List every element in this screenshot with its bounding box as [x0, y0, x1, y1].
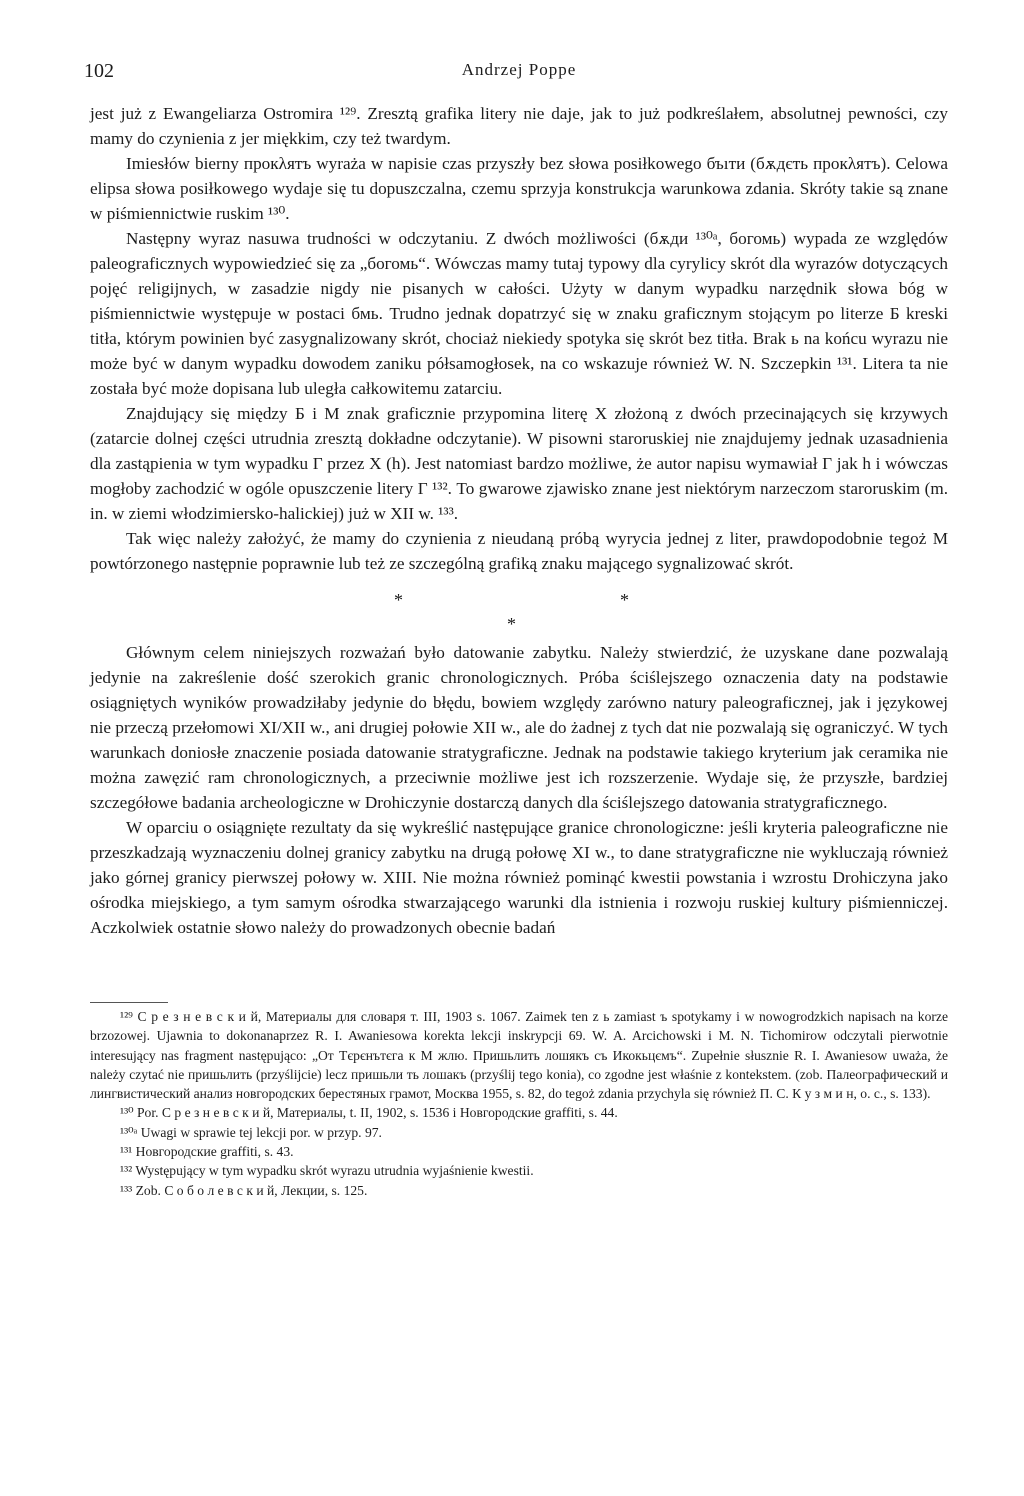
section-separator	[90, 576, 948, 640]
paragraph-7: W oparciu o osiągnięte rezultaty da się wykreślić następujące granice chronologiczne: jeśli kryteria paleograficzne nie przeszkadzają wyznaczeniu dolnej granicy zabytku na drugą połowę XI w., to dane stratygraficzne nie wykluczają również jako górnej granicy pierwszej połowy w. XIII. Nie można również pominąć kwestii powstania i wzrostu Drohiczyna jako ośrodka miejskiego, a tym samym ośrodka stwarzającego warunki dla istnienia i rozwoju ruskiej kultury piśmienniczej. Aczkolwiek ostatnie słowo należy do prowadzonych obecnie badań	[90, 818, 948, 937]
paragraph-6: Głównym celem niniejszych rozważań było datowanie zabytku. Należy stwierdzić, że uzyskane dane pozwalają jedynie na zakreślenie dość szerokich granic chronologicznych. Próba ściślejszego oznaczenia daty na podstawie osiągniętych wyników prowadziłaby jedynie do błędu, bowiem względy zarówno natury paleograficznej, jak i językowej nie przeczą przełomowi XI/XII w., ani drugiej połowie XII w., ale do żadnej z tych dat nie pozwalają się ograniczyć. W tych warunkach doniosłe znaczenie posiada datowanie stratygraficzne. Jednak na podstawie takiego kryterium jak ceramika nie można zawęzić ram chronologicznych, a przeciwnie możliwe jest ich rozszerzenie. Wydaje się, że przyszłe, bardziej szczegółowe badania archeologiczne w Drohiczynie dostarczą danych dla ściślejszego datowania stratygraficznego.	[90, 643, 948, 812]
footnote-130a: ¹³⁰ᵃ Uwagi w sprawie tej lekcji por. w przyp. 97.	[120, 1124, 382, 1140]
footnote-133: ¹³³ Zob. С о б о л е в с к и й, Лекции, s. 125.	[120, 1182, 368, 1198]
document-page	[84, 0, 948, 1496]
paragraph-5: Tak więc należy założyć, że mamy do czynienia z nieudaną próbą wyrycia jednej z liter, prawdopodobnie tegoż М powtórzonego następnie poprawnie lub też ze szczególną grafiką znaku mającego sygnalizować skrót.	[90, 529, 948, 573]
asterisk-left: *	[394, 590, 403, 610]
footnote-132: ¹³² Występujący w tym wypadku skrót wyrazu utrudnia wyjaśnienie kwestii.	[120, 1163, 534, 1179]
asterisk-bottom: *	[507, 614, 516, 634]
footnote-130: ¹³⁰ Por. С р е з н е в с к и й, Материалы, t. II, 1902, s. 1536 i Новгородские graffiti, s. 44.	[120, 1105, 618, 1121]
footnote-129: ¹²⁹ С р е з н е в с к и й, Материалы для словаря т. III, 1903 s. 1067. Zaimek ten z ь zamiast ъ spotykamy i w nowogrodzkich napisach na korze brzozowej. Ujawnia to dokonanaprzez R. I. Awaniesowa korekta lekcji inskrypcji 69. W. A. Arcichowski i M. N. Tichomirow odczytali pierwotnie interesujący nas fragment następująco: „От Тєрєнътєга к М жлю. Пришьлить лошякъ съ Икокьцємъ“. Zupełnie słusznie R. I. Awaniesow uważa, że należy czytać nie пришьлить (przyślijcie) lecz пришьли ть лошакъ (przyślij tego konia), co zgodne jest właśnie z kontekstem. (zob. Палеографический и лингвистический анализ новгородских берестяных грамот, Москва 1955, s. 82, do tegoż zdania przychyla się również П. С. К у з м и н, o. c., s. 133).	[90, 1009, 948, 1102]
paragraph-3: Następny wyraz nasuwa trudności w odczytaniu. Z dwóch możliwości (бѫди ¹³⁰ᵃ, богомь) wypada ze względów paleograficznych wypowiedzieć się za „богомь“. Wówczas mamy tutaj typowy dla cyrylicy skrót dla wyrazów dotyczących pojęć religijnych, w zasadzie nigdy nie pisanych w całości. Użyty w danym wypadku narzędnik słowa bóg w piśmiennictwie występuje w postaci бмь. Trudno jednak dopatrzyć się w znaku graficznym stojącym po literze Б kreski titła, którym powinien być zasygnalizowany skrót, chociaż niekiedy spotyka się skrót bez titła. Brak ь na końcu wyrazu nie może być w danym wypadku dowodem zaniku półsamogłosek, na co wskazuje również W. N. Szczepkin ¹³¹. Litera ta nie została być może dopisana lub uległa całkowitemu zatarciu.	[90, 229, 948, 398]
paragraph-2: Imiesłów bierny прокλятъ wyraża w napisie czas przyszły bez słowa posiłkowego бъıти (бѫдєть прокλятъ). Celowa elipsa słowa posiłkowego wydaje się tu dopuszczalna, czemu sprzyja konstrukcja warunkowa zdania. Skróty takie są znane w piśmiennictwie ruskim ¹³⁰.	[90, 154, 948, 223]
footnotes	[90, 1007, 948, 1200]
running-head: Andrzej Poppe	[461, 60, 577, 79]
body-text	[90, 101, 948, 940]
asterisk-right: *	[620, 590, 629, 610]
paragraph-4: Znajdujący się między Б i М znak graficznie przypomina literę Х złożoną z dwóch przecinających się krzywych (zatarcie dolnej części utrudnia zresztą dokładne odczytanie). W pisowni staroruskiej nie znajdujemy jednak uzasadnienia dla zastąpienia w tym wypadku Г przez Х (h). Jest natomiast bardzo możliwe, że autor napisu wymawiał Г jak h i wówczas mogłoby zachodzić w ogóle opuszczenie litery Г ¹³². To gwarowe zjawisko znane jest niektórym narzeczom staroruskim (m. in. w ziemi włodzimiersko-halickiej) już w XII w. ¹³³.	[90, 404, 948, 523]
paragraph-1: jest już z Ewangeliarza Ostromira ¹²⁹. Zresztą grafika litery nie daje, jak to już podkreślałem, absolutnej pewności, czy mamy do czynienia z jer miękkim, czy też twardym.	[90, 104, 948, 148]
page-number: 102	[84, 60, 114, 82]
footnote-131: ¹³¹ Новгородские graffiti, s. 43.	[120, 1144, 294, 1160]
page-header	[84, 60, 948, 86]
footnote-rule	[90, 1002, 168, 1003]
